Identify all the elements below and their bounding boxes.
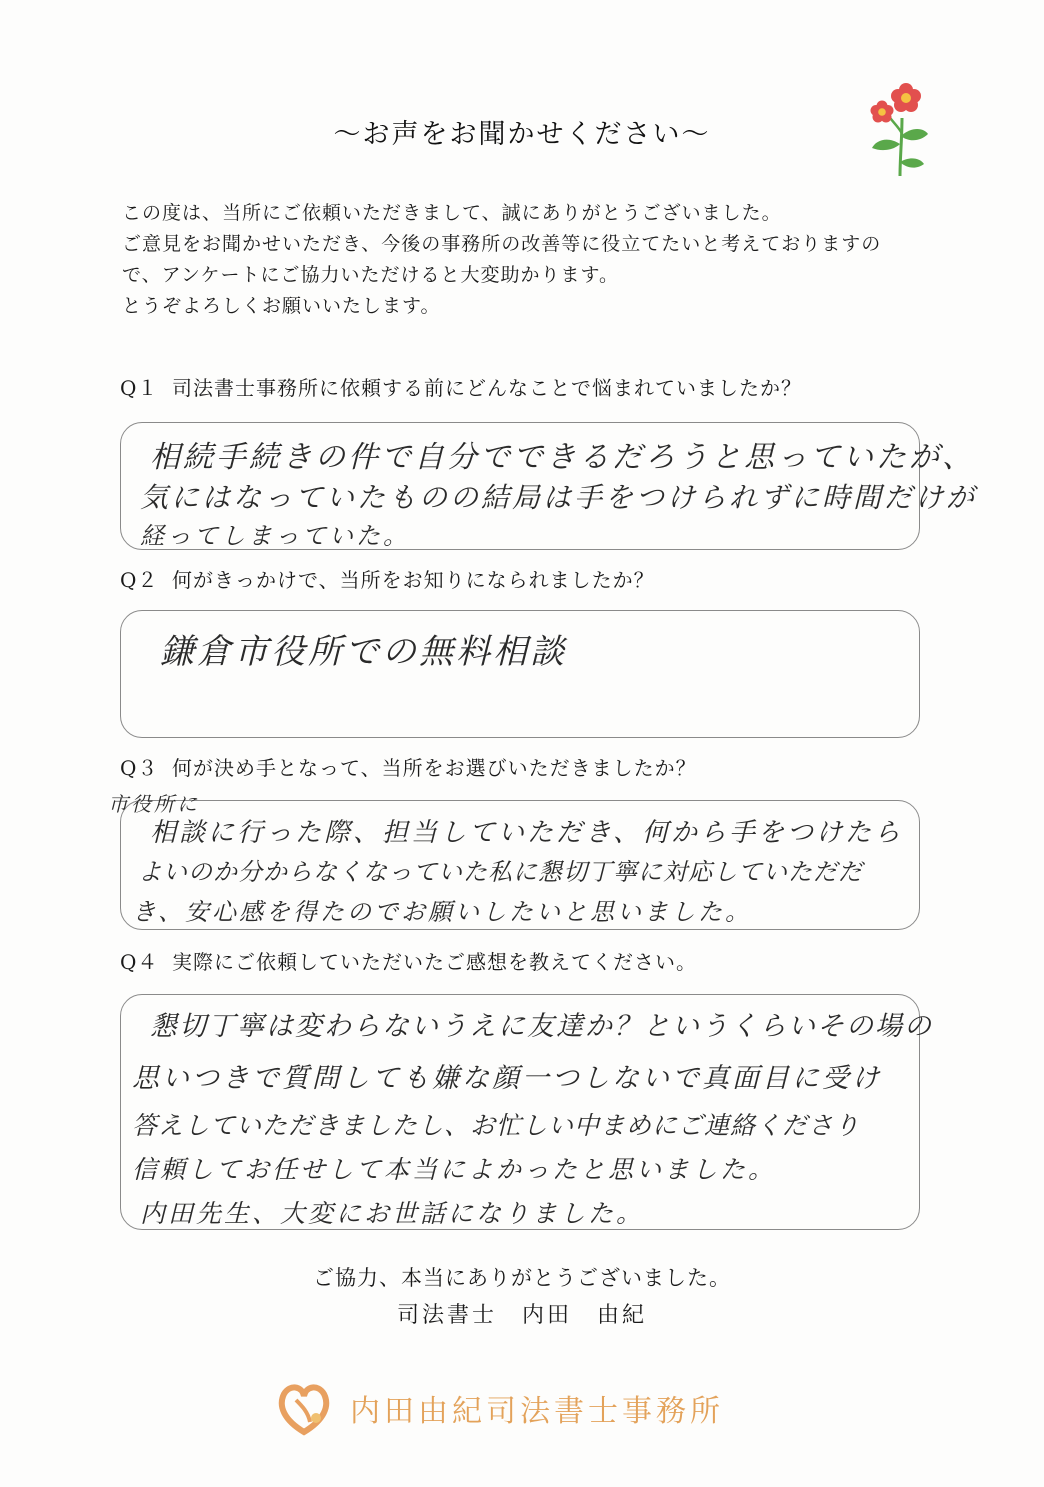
answer-line: 答えしていただきましたし、お忙しい中まめにご連絡くださり xyxy=(132,1111,861,1140)
question-text: 何が決め手となって、当所をお選びいただきましたか？ xyxy=(172,756,697,780)
question-number: Q１ xyxy=(120,376,159,400)
intro-line: で、アンケートにご協力いただけると大変助かります。 xyxy=(122,264,619,286)
question-text: 司法書士事務所に依頼する前にどんなことで悩まれていましたか？ xyxy=(172,376,802,400)
question-2 xyxy=(120,564,655,593)
question-3 xyxy=(120,752,697,781)
question-text: 実際にご依頼していただいたご感想を教えてください。 xyxy=(172,950,697,974)
page-title: ～お声をお聞かせください～ xyxy=(333,119,711,150)
question-number: Q３ xyxy=(120,756,159,780)
answer-line: 鎌倉市役所での無料相談 xyxy=(160,632,567,672)
heart-leaf-logo-icon xyxy=(274,1378,336,1438)
office-logo xyxy=(274,1378,754,1438)
question-number: Q２ xyxy=(120,568,159,592)
intro-line: とうぞよろしくお願いいたします。 xyxy=(122,295,441,317)
question-4 xyxy=(120,946,697,975)
answer-line: 相談に行った際、担当していただき、何から手をつけたら xyxy=(150,818,903,848)
question-1 xyxy=(120,372,802,401)
answer-line: 気にはなっていたものの結局は手をつけられずに時間だけが xyxy=(140,481,978,514)
answer-note: 市役所に xyxy=(108,792,200,816)
office-name: 内田由紀司法書士事務所 xyxy=(350,1394,724,1429)
intro-line: この度は、当所にご依頼いただきまして、誠にありがとうございました。 xyxy=(122,202,782,224)
answer-line: 経ってしまっていた。 xyxy=(140,522,410,550)
answer-line: き、安心感を得たのでお願いしたいと思いました。 xyxy=(132,898,753,926)
intro-line: ご意見をお聞かせいただき、今後の事務所の改善等に役立てたいと考えておりますの xyxy=(122,233,882,255)
answer-line: 内田先生、大変にお世話になりました。 xyxy=(140,1199,645,1228)
answer-line: 信頼してお任せして本当によかったと思いました。 xyxy=(132,1155,777,1184)
flower-icon xyxy=(862,78,932,178)
signature: 司法書士 内田 由紀 xyxy=(396,1303,647,1328)
answer-line: 懇切丁寧は変わらないうえに友達か？というくらいその場の xyxy=(150,1011,933,1042)
intro-text xyxy=(122,198,952,322)
answer-line: 相続手続きの件で自分でできるだろうと思っていたが、 xyxy=(150,440,975,475)
question-number: Q４ xyxy=(120,950,159,974)
question-text: 何がきっかけで、当所をお知りになられましたか？ xyxy=(172,568,655,592)
answer-line: よいのか分からなくなっていた私に懇切丁寧に対応していただだ xyxy=(138,858,863,886)
answer-line: 思いつきで質問しても嫌な顔一つしないで真面目に受け xyxy=(132,1063,882,1094)
closing-message: ご協力、本当にありがとうございました。 xyxy=(313,1266,731,1290)
